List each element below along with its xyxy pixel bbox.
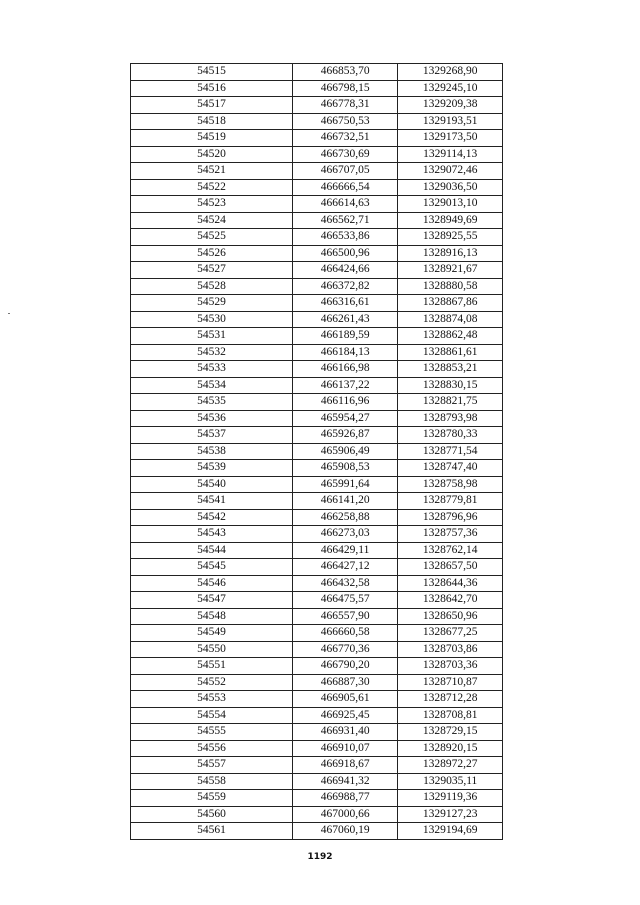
y-coordinate-cell: 1329013,10 bbox=[398, 196, 503, 213]
x-coordinate-cell: 466141,20 bbox=[292, 493, 398, 510]
table-row bbox=[131, 773, 503, 790]
y-coordinate-cell: 1329194,69 bbox=[398, 823, 503, 840]
point-number-cell: 54527 bbox=[131, 262, 293, 279]
y-coordinate-cell: 1328949,69 bbox=[398, 212, 503, 229]
point-number-cell: 54550 bbox=[131, 641, 293, 658]
x-coordinate-cell: 466273,03 bbox=[292, 526, 398, 543]
y-coordinate-cell: 1328830,15 bbox=[398, 377, 503, 394]
table-row bbox=[131, 427, 503, 444]
x-coordinate-cell: 466941,32 bbox=[292, 773, 398, 790]
point-number-cell: 54531 bbox=[131, 328, 293, 345]
x-coordinate-cell: 466790,20 bbox=[292, 658, 398, 675]
x-coordinate-cell: 466137,22 bbox=[292, 377, 398, 394]
y-coordinate-cell: 1328916,13 bbox=[398, 245, 503, 262]
y-coordinate-cell: 1328793,98 bbox=[398, 410, 503, 427]
point-number-cell: 54561 bbox=[131, 823, 293, 840]
y-coordinate-cell: 1328729,15 bbox=[398, 724, 503, 741]
point-number-cell: 54537 bbox=[131, 427, 293, 444]
point-number-cell: 54523 bbox=[131, 196, 293, 213]
y-coordinate-cell: 1328821,75 bbox=[398, 394, 503, 411]
x-coordinate-cell: 466557,90 bbox=[292, 608, 398, 625]
x-coordinate-cell: 466562,71 bbox=[292, 212, 398, 229]
x-coordinate-cell: 465954,27 bbox=[292, 410, 398, 427]
point-number-cell: 54530 bbox=[131, 311, 293, 328]
x-coordinate-cell: 466500,96 bbox=[292, 245, 398, 262]
table-row bbox=[131, 691, 503, 708]
point-number-cell: 54532 bbox=[131, 344, 293, 361]
y-coordinate-cell: 1329209,38 bbox=[398, 97, 503, 114]
point-number-cell: 54547 bbox=[131, 592, 293, 609]
y-coordinate-cell: 1328796,96 bbox=[398, 509, 503, 526]
table-row bbox=[131, 443, 503, 460]
coordinates-table-body bbox=[131, 64, 503, 840]
x-coordinate-cell: 466614,63 bbox=[292, 196, 398, 213]
x-coordinate-cell: 466853,70 bbox=[292, 64, 398, 81]
point-number-cell: 54543 bbox=[131, 526, 293, 543]
point-number-cell: 54515 bbox=[131, 64, 293, 81]
table-row bbox=[131, 278, 503, 295]
y-coordinate-cell: 1329119,36 bbox=[398, 790, 503, 807]
table-row bbox=[131, 229, 503, 246]
point-number-cell: 54557 bbox=[131, 757, 293, 774]
table-row bbox=[131, 394, 503, 411]
x-coordinate-cell: 466925,45 bbox=[292, 707, 398, 724]
point-number-cell: 54517 bbox=[131, 97, 293, 114]
x-coordinate-cell: 466918,67 bbox=[292, 757, 398, 774]
point-number-cell: 54549 bbox=[131, 625, 293, 642]
y-coordinate-cell: 1328771,54 bbox=[398, 443, 503, 460]
x-coordinate-cell: 465906,49 bbox=[292, 443, 398, 460]
table-row bbox=[131, 377, 503, 394]
point-number-cell: 54544 bbox=[131, 542, 293, 559]
y-coordinate-cell: 1328874,08 bbox=[398, 311, 503, 328]
table-row bbox=[131, 64, 503, 81]
table-row bbox=[131, 674, 503, 691]
point-number-cell: 54556 bbox=[131, 740, 293, 757]
y-coordinate-cell: 1328703,36 bbox=[398, 658, 503, 675]
table-row bbox=[131, 344, 503, 361]
y-coordinate-cell: 1329245,10 bbox=[398, 80, 503, 97]
point-number-cell: 54536 bbox=[131, 410, 293, 427]
x-coordinate-cell: 466905,61 bbox=[292, 691, 398, 708]
y-coordinate-cell: 1328708,81 bbox=[398, 707, 503, 724]
y-coordinate-cell: 1328780,33 bbox=[398, 427, 503, 444]
point-number-cell: 54545 bbox=[131, 559, 293, 576]
x-coordinate-cell: 466184,13 bbox=[292, 344, 398, 361]
point-number-cell: 54539 bbox=[131, 460, 293, 477]
y-coordinate-cell: 1328861,61 bbox=[398, 344, 503, 361]
x-coordinate-cell: 466732,51 bbox=[292, 130, 398, 147]
x-coordinate-cell: 466750,53 bbox=[292, 113, 398, 130]
table-row bbox=[131, 295, 503, 312]
table-row bbox=[131, 80, 503, 97]
table-row bbox=[131, 724, 503, 741]
x-coordinate-cell: 466666,54 bbox=[292, 179, 398, 196]
table-row bbox=[131, 806, 503, 823]
point-number-cell: 54555 bbox=[131, 724, 293, 741]
y-coordinate-cell: 1328747,40 bbox=[398, 460, 503, 477]
table-row bbox=[131, 97, 503, 114]
x-coordinate-cell: 467000,66 bbox=[292, 806, 398, 823]
y-coordinate-cell: 1328757,36 bbox=[398, 526, 503, 543]
x-coordinate-cell: 466707,05 bbox=[292, 163, 398, 180]
y-coordinate-cell: 1328880,58 bbox=[398, 278, 503, 295]
point-number-cell: 54524 bbox=[131, 212, 293, 229]
table-row bbox=[131, 130, 503, 147]
x-coordinate-cell: 466730,69 bbox=[292, 146, 398, 163]
x-coordinate-cell: 466261,43 bbox=[292, 311, 398, 328]
point-number-cell: 54548 bbox=[131, 608, 293, 625]
table-row bbox=[131, 641, 503, 658]
y-coordinate-cell: 1328712,28 bbox=[398, 691, 503, 708]
table-row bbox=[131, 113, 503, 130]
table-row bbox=[131, 328, 503, 345]
point-number-cell: 54540 bbox=[131, 476, 293, 493]
table-row bbox=[131, 361, 503, 378]
x-coordinate-cell: 465908,53 bbox=[292, 460, 398, 477]
table-row bbox=[131, 592, 503, 609]
table-row bbox=[131, 493, 503, 510]
table-row bbox=[131, 245, 503, 262]
table-row bbox=[131, 476, 503, 493]
y-coordinate-cell: 1329127,23 bbox=[398, 806, 503, 823]
table-row bbox=[131, 658, 503, 675]
y-coordinate-cell: 1328779,81 bbox=[398, 493, 503, 510]
x-coordinate-cell: 466798,15 bbox=[292, 80, 398, 97]
y-coordinate-cell: 1328677,25 bbox=[398, 625, 503, 642]
y-coordinate-cell: 1328710,87 bbox=[398, 674, 503, 691]
y-coordinate-cell: 1329268,90 bbox=[398, 64, 503, 81]
x-coordinate-cell: 466533,86 bbox=[292, 229, 398, 246]
y-coordinate-cell: 1328921,67 bbox=[398, 262, 503, 279]
y-coordinate-cell: 1328853,21 bbox=[398, 361, 503, 378]
point-number-cell: 54542 bbox=[131, 509, 293, 526]
y-coordinate-cell: 1328657,50 bbox=[398, 559, 503, 576]
point-number-cell: 54553 bbox=[131, 691, 293, 708]
table-row bbox=[131, 311, 503, 328]
table-row bbox=[131, 509, 503, 526]
x-coordinate-cell: 466778,31 bbox=[292, 97, 398, 114]
table-row bbox=[131, 542, 503, 559]
point-number-cell: 54535 bbox=[131, 394, 293, 411]
x-coordinate-cell: 466189,59 bbox=[292, 328, 398, 345]
y-coordinate-cell: 1328972,27 bbox=[398, 757, 503, 774]
table-row bbox=[131, 707, 503, 724]
y-coordinate-cell: 1328867,86 bbox=[398, 295, 503, 312]
y-coordinate-cell: 1328862,48 bbox=[398, 328, 503, 345]
table-row bbox=[131, 823, 503, 840]
scan-speck bbox=[8, 313, 10, 314]
x-coordinate-cell: 466427,12 bbox=[292, 559, 398, 576]
y-coordinate-cell: 1329035,11 bbox=[398, 773, 503, 790]
table-row bbox=[131, 575, 503, 592]
table-row bbox=[131, 212, 503, 229]
point-number-cell: 54521 bbox=[131, 163, 293, 180]
x-coordinate-cell: 466887,30 bbox=[292, 674, 398, 691]
point-number-cell: 54528 bbox=[131, 278, 293, 295]
table-row bbox=[131, 559, 503, 576]
point-number-cell: 54519 bbox=[131, 130, 293, 147]
point-number-cell: 54554 bbox=[131, 707, 293, 724]
table-row bbox=[131, 146, 503, 163]
x-coordinate-cell: 466660,58 bbox=[292, 625, 398, 642]
x-coordinate-cell: 467060,19 bbox=[292, 823, 398, 840]
y-coordinate-cell: 1328644,36 bbox=[398, 575, 503, 592]
point-number-cell: 54559 bbox=[131, 790, 293, 807]
x-coordinate-cell: 466910,07 bbox=[292, 740, 398, 757]
y-coordinate-cell: 1328642,70 bbox=[398, 592, 503, 609]
y-coordinate-cell: 1328925,55 bbox=[398, 229, 503, 246]
point-number-cell: 54533 bbox=[131, 361, 293, 378]
y-coordinate-cell: 1328703,86 bbox=[398, 641, 503, 658]
x-coordinate-cell: 466258,88 bbox=[292, 509, 398, 526]
table-row bbox=[131, 625, 503, 642]
point-number-cell: 54546 bbox=[131, 575, 293, 592]
table-row bbox=[131, 163, 503, 180]
point-number-cell: 54552 bbox=[131, 674, 293, 691]
x-coordinate-cell: 466931,40 bbox=[292, 724, 398, 741]
point-number-cell: 54558 bbox=[131, 773, 293, 790]
x-coordinate-cell: 466988,77 bbox=[292, 790, 398, 807]
point-number-cell: 54525 bbox=[131, 229, 293, 246]
x-coordinate-cell: 465991,64 bbox=[292, 476, 398, 493]
point-number-cell: 54551 bbox=[131, 658, 293, 675]
coordinates-table bbox=[130, 63, 503, 840]
y-coordinate-cell: 1329072,46 bbox=[398, 163, 503, 180]
table-row bbox=[131, 460, 503, 477]
x-coordinate-cell: 466429,11 bbox=[292, 542, 398, 559]
y-coordinate-cell: 1329114,13 bbox=[398, 146, 503, 163]
y-coordinate-cell: 1328762,14 bbox=[398, 542, 503, 559]
table-row bbox=[131, 179, 503, 196]
point-number-cell: 54529 bbox=[131, 295, 293, 312]
x-coordinate-cell: 466372,82 bbox=[292, 278, 398, 295]
table-row bbox=[131, 410, 503, 427]
table-row bbox=[131, 757, 503, 774]
x-coordinate-cell: 466770,36 bbox=[292, 641, 398, 658]
table-row bbox=[131, 526, 503, 543]
table-row bbox=[131, 740, 503, 757]
point-number-cell: 54522 bbox=[131, 179, 293, 196]
page-number: 1192 bbox=[307, 852, 333, 862]
y-coordinate-cell: 1328920,15 bbox=[398, 740, 503, 757]
point-number-cell: 54518 bbox=[131, 113, 293, 130]
point-number-cell: 54541 bbox=[131, 493, 293, 510]
y-coordinate-cell: 1329036,50 bbox=[398, 179, 503, 196]
point-number-cell: 54520 bbox=[131, 146, 293, 163]
y-coordinate-cell: 1328650,96 bbox=[398, 608, 503, 625]
x-coordinate-cell: 465926,87 bbox=[292, 427, 398, 444]
y-coordinate-cell: 1329193,51 bbox=[398, 113, 503, 130]
table-row bbox=[131, 262, 503, 279]
x-coordinate-cell: 466166,98 bbox=[292, 361, 398, 378]
point-number-cell: 54560 bbox=[131, 806, 293, 823]
table-row bbox=[131, 790, 503, 807]
y-coordinate-cell: 1328758,98 bbox=[398, 476, 503, 493]
x-coordinate-cell: 466116,96 bbox=[292, 394, 398, 411]
x-coordinate-cell: 466316,61 bbox=[292, 295, 398, 312]
x-coordinate-cell: 466475,57 bbox=[292, 592, 398, 609]
x-coordinate-cell: 466432,58 bbox=[292, 575, 398, 592]
point-number-cell: 54538 bbox=[131, 443, 293, 460]
table-row bbox=[131, 608, 503, 625]
point-number-cell: 54526 bbox=[131, 245, 293, 262]
table-row bbox=[131, 196, 503, 213]
point-number-cell: 54516 bbox=[131, 80, 293, 97]
x-coordinate-cell: 466424,66 bbox=[292, 262, 398, 279]
point-number-cell: 54534 bbox=[131, 377, 293, 394]
y-coordinate-cell: 1329173,50 bbox=[398, 130, 503, 147]
